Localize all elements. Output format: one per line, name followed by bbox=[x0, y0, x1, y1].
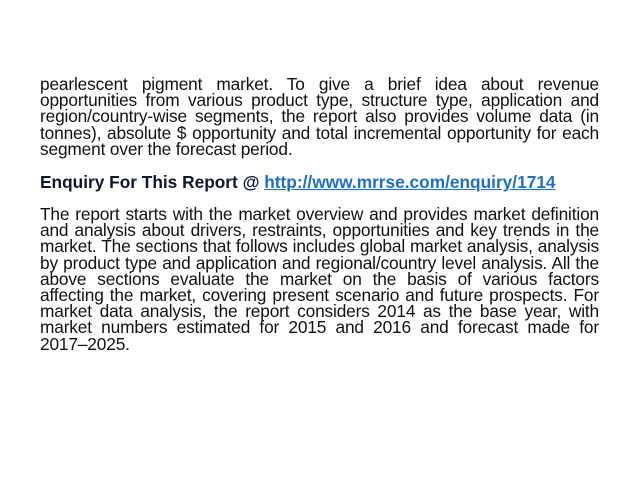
document-page bbox=[40, 76, 599, 352]
body-paragraph-overview: The report starts with the market overview and provides market definition and analysis about drivers, restraints, opportunities and key trends in the market. The sections that follows includes global market analysis, analysis by product type and application and regional/country level analysis. All the above sections evaluate the market on the basis of various factors affecting the market, covering present scenario and future prospects. For market data analysis, the report considers 2014 as the base year, with market numbers estimated for 2015 and 2016 and forecast made for 2017–2025. bbox=[40, 204, 599, 354]
enquiry-label: Enquiry For This Report @ bbox=[40, 172, 265, 193]
enquiry-line bbox=[40, 173, 599, 191]
enquiry-link[interactable]: http://www.mrrse.com/enquiry/1714 bbox=[264, 172, 556, 193]
body-paragraph-intro: pearlescent pigment market. To give a brief idea about revenue opportunities from various product type, structure type, application and region/country-wise segments, the report also provides volume data (in tonnes), absolute $ opportunity and total incremental opportunity for each segment over the forecast period. bbox=[40, 74, 599, 159]
